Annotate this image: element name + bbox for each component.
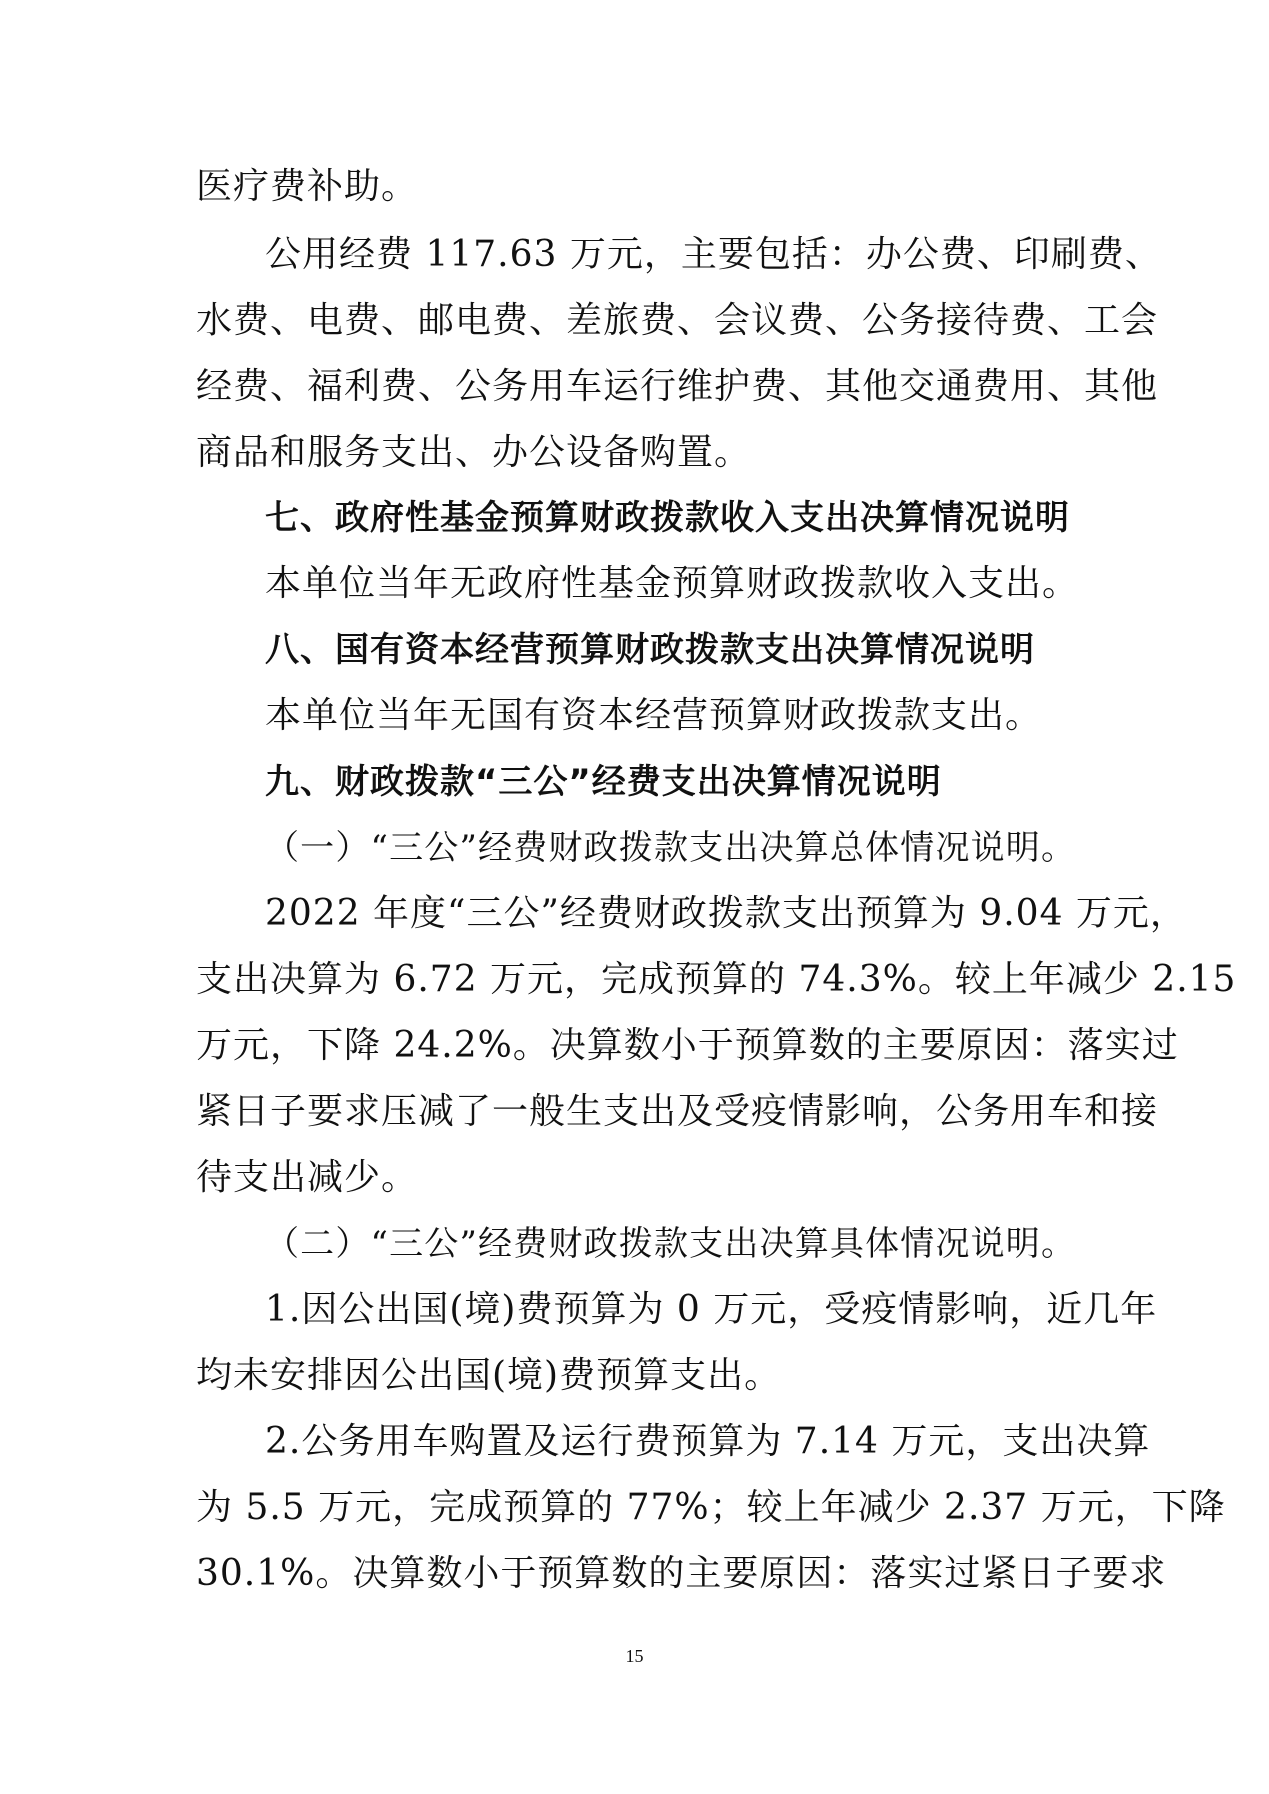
body-line: 万元，下降 24.2%。决算数小于预算数的主要原因：落实过 — [196, 1025, 1179, 1066]
body-line: 待支出减少。 — [196, 1157, 419, 1198]
body-line: 30.1%。决算数小于预算数的主要原因：落实过紧日子要求 — [196, 1553, 1167, 1594]
body-line: 支出决算为 6.72 万元，完成预算的 74.3%。较上年减少 2.15 — [196, 959, 1237, 1000]
body-line: 经费、福利费、公务用车运行维护费、其他交通费用、其他 — [196, 366, 1159, 407]
body-line: 为 5.5 万元，完成预算的 77%；较上年减少 2.37 万元，下降 — [196, 1487, 1226, 1528]
body-line: 紧日子要求压减了一般生支出及受疫情影响，公务用车和接 — [196, 1091, 1159, 1132]
page-number: 15 — [625, 1646, 644, 1666]
body-line: 均未安排因公出国(境)费预算支出。 — [196, 1355, 782, 1396]
subsection-heading-1: （一）“三公”经费财政拨款支出决算总体情况说明。 — [265, 828, 1076, 868]
body-line: 1.因公出国(境)费预算为 0 万元，受疫情影响，近几年 — [265, 1289, 1158, 1330]
section-heading-9: 九、财政拨款“三公”经费支出决算情况说明 — [265, 762, 942, 802]
body-line: 公用经费 117.63 万元，主要包括：办公费、印刷费、 — [265, 234, 1162, 275]
subsection-heading-2: （二）“三公”经费财政拨款支出决算具体情况说明。 — [265, 1224, 1076, 1264]
body-line: 商品和服务支出、办公设备购置。 — [196, 432, 752, 473]
body-line: 医疗费补助。 — [196, 166, 419, 207]
body-line: 本单位当年无政府性基金预算财政拨款收入支出。 — [265, 563, 1080, 604]
body-line: 2.公务用车购置及运行费预算为 7.14 万元，支出决算 — [265, 1421, 1151, 1462]
body-line: 2022 年度“三公”经费财政拨款支出预算为 9.04 万元， — [265, 893, 1187, 934]
section-heading-8: 八、国有资本经营预算财政拨款支出决算情况说明 — [265, 630, 1035, 670]
body-line: 水费、电费、邮电费、差旅费、会议费、公务接待费、工会 — [196, 300, 1159, 341]
body-line: 本单位当年无国有资本经营预算财政拨款支出。 — [265, 695, 1043, 736]
section-heading-7: 七、政府性基金预算财政拨款收入支出决算情况说明 — [265, 498, 1070, 538]
